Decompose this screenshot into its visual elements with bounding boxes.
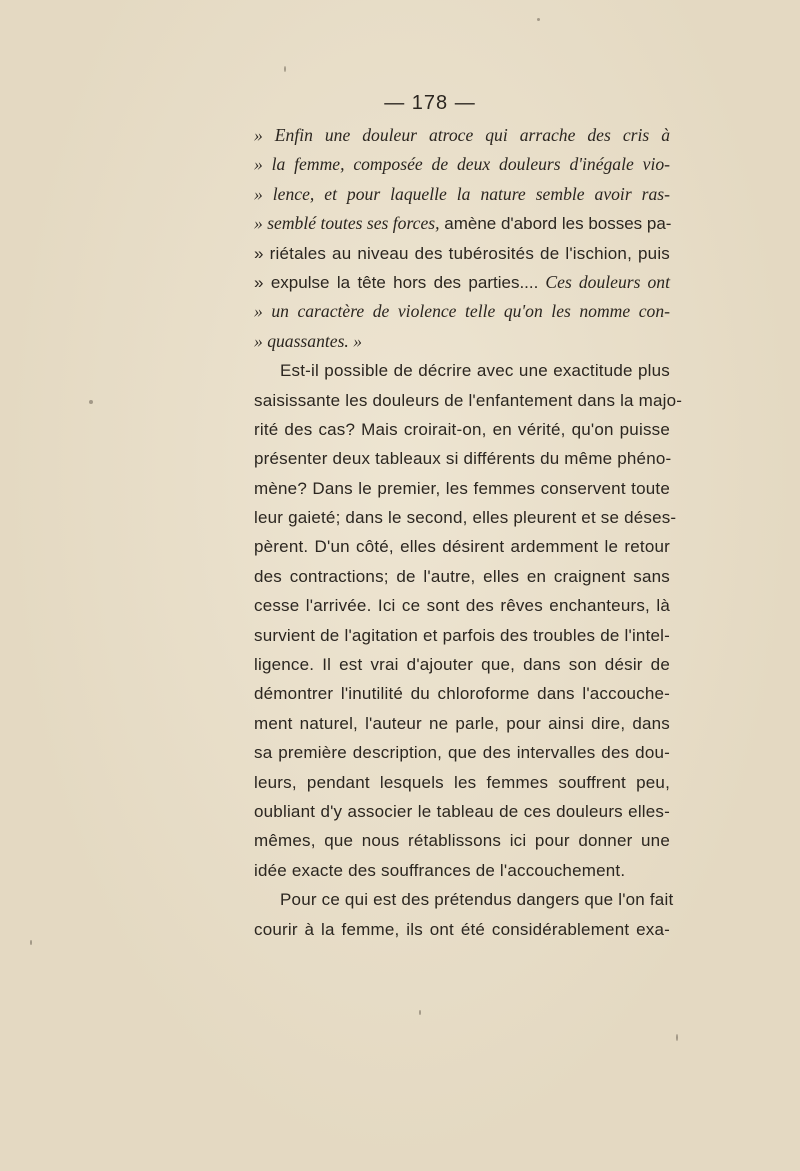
text-line: pèrent. D'un côté, elles désirent ardemment le retour	[254, 537, 670, 557]
text-line: démontrer l'inutilité du chloroforme dans l'accouche-	[254, 684, 670, 704]
page-number: — 178 —	[384, 92, 476, 114]
paper-speck	[89, 400, 93, 404]
text-line	[254, 268, 670, 297]
text-line-roman-part: amène d'abord les bosses pa-	[439, 214, 672, 234]
text-line: mène? Dans le premier, les femmes conservent toute	[254, 478, 670, 498]
text-line: » un caractère de violence telle qu'on les nomme con-	[254, 301, 670, 322]
paper-speck	[537, 18, 540, 21]
text-line: ment naturel, l'auteur ne parle, pour ainsi dire, dans	[254, 713, 670, 733]
text-line: » lence, et pour laquelle la nature semble avoir ras-	[254, 183, 670, 204]
text-line: » riétales au niveau des tubérosités de l'ischion, puis	[254, 243, 670, 263]
text-line: leurs, pendant lesquels les femmes souffrent peu,	[254, 772, 670, 792]
text-line: mêmes, que nous rétablissons ici pour donner une	[254, 831, 670, 851]
text-line: cesse l'arrivée. Ici ce sont des rêves enchanteurs, là	[254, 596, 670, 616]
text-line: Pour ce qui est des prétendus dangers que l'on fait	[280, 890, 674, 910]
paper-speck	[284, 66, 286, 72]
text-line: courir à la femme, ils ont été considérablement exa-	[254, 919, 670, 939]
paper-speck	[676, 1034, 678, 1041]
text-line: oubliant d'y associer le tableau de ces douleurs elles-	[254, 801, 670, 821]
text-line: ligence. Il est vrai d'ajouter que, dans son désir de	[254, 655, 670, 675]
text-line: survient de l'agitation et parfois des troubles de l'intel-	[254, 625, 670, 645]
paper-speck	[30, 940, 32, 945]
text-line: saisissante les douleurs de l'enfantement dans la majo-	[254, 390, 683, 410]
text-line: des contractions; de l'autre, elles en craignent sans	[254, 566, 670, 586]
text-line: présenter deux tableaux si différents du même phéno-	[254, 449, 672, 469]
paper-speck	[419, 1010, 421, 1015]
text-line-roman-part: » expulse la tête hors des parties....	[254, 272, 539, 292]
text-line: » quassantes. »	[254, 330, 363, 351]
text-line	[254, 209, 670, 238]
text-line-italic-part: » semblé toutes ses forces,	[254, 213, 440, 234]
text-line: leur gaieté; dans le second, elles pleurent et se déses-	[254, 508, 677, 528]
text-line: Est-il possible de décrire avec une exactitude plus	[280, 361, 670, 381]
text-line: rité des cas? Mais croirait-on, en vérité, qu'on puisse	[254, 419, 670, 439]
text-line: » Enfin une douleur atroce qui arrache des cris à	[254, 125, 670, 145]
body-text	[254, 121, 683, 944]
text-line-italic-part: Ces douleurs ont	[538, 271, 670, 292]
text-line: » la femme, composée de deux douleurs d'inégale vio-	[254, 154, 670, 175]
text-line: idée exacte des souffrances de l'accouchement.	[254, 860, 626, 880]
text-line: sa première description, que des intervalles des dou-	[254, 743, 670, 763]
